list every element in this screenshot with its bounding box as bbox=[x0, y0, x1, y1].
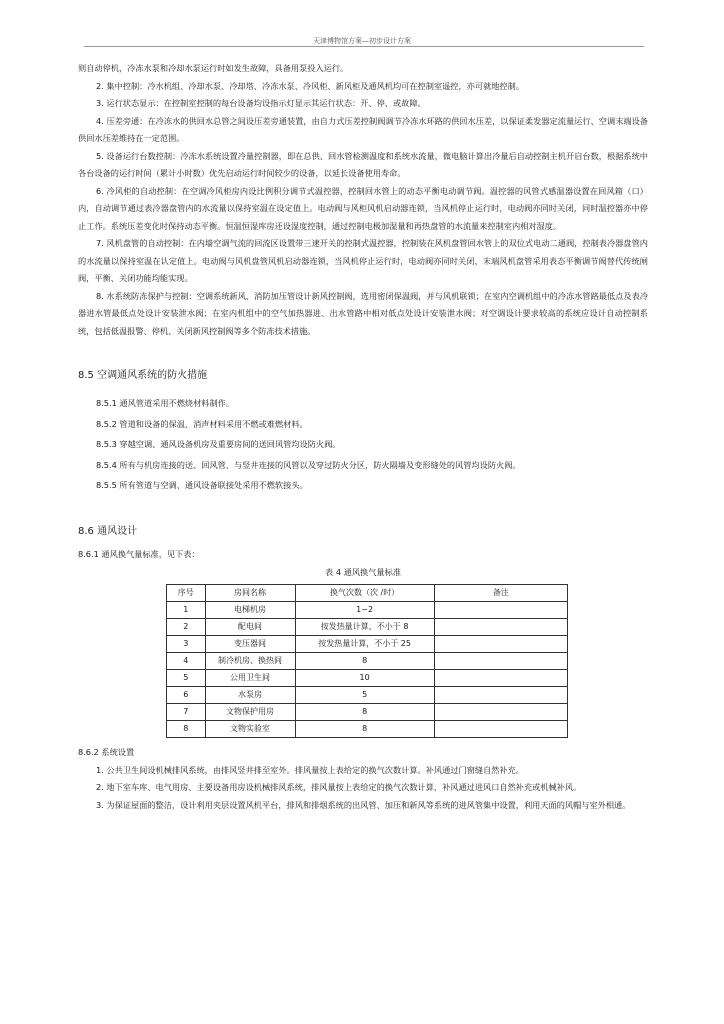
table-row bbox=[167, 601, 568, 618]
cell-air-changes: 8 bbox=[295, 652, 434, 669]
cell-remarks bbox=[434, 652, 567, 669]
table-row bbox=[167, 635, 568, 652]
system-item-2: 2. 地下室车库、电气用房、主要设备用房设机械排风系统，排风量按上表给定的换气次数计算，补风通过进风口自然补充或机械补风。 bbox=[96, 782, 582, 792]
cell-remarks bbox=[434, 618, 567, 635]
cell-room: 电梯机房 bbox=[205, 601, 295, 618]
control-item-4: 4. 压差旁通：在冷冻水的供回水总管之间设压差旁通装置，由自力式压差控制阀调节冷冻水环路的供回水压差，以保证柔发器定流量运行、空调末端设备供回水压差维持在一定范围。 bbox=[78, 115, 648, 143]
fire-protection-section bbox=[78, 368, 648, 496]
continuation-paragraph: 则自动停机，冷冻水泵和冷却水泵运行时如发生故障，具备用泵投入运行。 bbox=[78, 63, 349, 73]
table-row bbox=[167, 686, 568, 703]
cell-seq: 3 bbox=[167, 635, 206, 652]
header-remarks: 备注 bbox=[434, 584, 567, 601]
system-item-1: 1. 公共卫生间设机械排风系统，由排风竖井排至室外。排风量按上表给定的换气次数计算。补风通过门窗缝自然补充。 bbox=[96, 764, 524, 775]
fire-item-1: 8.5.1 通风管道采用不燃烧材料制作。 bbox=[96, 398, 235, 408]
control-item-2: 2. 集中控制：冷水机组、冷却水泵、冷却塔、冷冻水泵、冷风柜、新风柜及通风机均可在控制室遥控，亦可就地控制。 bbox=[96, 80, 524, 91]
control-item-3: 3. 运行状态显示：在控制室控制的每台设备均设指示灯显示其运行状态：开、停、或故障。 bbox=[96, 98, 426, 108]
table-header-row bbox=[167, 584, 568, 601]
ventilation-table bbox=[166, 584, 568, 738]
cell-room: 水泵房 bbox=[205, 686, 295, 703]
ventilation-section bbox=[78, 524, 648, 815]
cell-remarks bbox=[434, 635, 567, 652]
header-divider bbox=[84, 46, 644, 47]
cell-air-changes: 8 bbox=[295, 720, 434, 737]
cell-air-changes: 5 bbox=[295, 686, 434, 703]
cell-room: 变压器间 bbox=[205, 635, 295, 652]
fire-item-4: 8.5.4 所有与机房连接的送、回风管、与竖井连接的风管以及穿过防火分区，防火隔墙及变形缝处的风管均设防火阀。 bbox=[96, 459, 521, 470]
page-header: 天津博物馆方案—初步设计方案 bbox=[313, 37, 411, 45]
cell-seq: 1 bbox=[167, 601, 206, 618]
cell-air-changes: 按发热量计算，不小于 8 bbox=[295, 618, 434, 635]
cell-remarks bbox=[434, 720, 567, 737]
cell-seq: 7 bbox=[167, 703, 206, 720]
cell-room: 配电间 bbox=[205, 618, 295, 635]
cell-remarks bbox=[434, 601, 567, 618]
control-section bbox=[78, 60, 648, 340]
cell-seq: 8 bbox=[167, 720, 206, 737]
table-row bbox=[167, 618, 568, 635]
document-body bbox=[78, 60, 648, 814]
table-caption: 表 4 通风换气量标准 bbox=[325, 566, 401, 577]
header-seq: 序号 bbox=[167, 584, 206, 601]
cell-seq: 2 bbox=[167, 618, 206, 635]
cell-remarks bbox=[434, 669, 567, 686]
cell-air-changes: 8 bbox=[295, 703, 434, 720]
header-air-changes: 换气次数（次 /时） bbox=[295, 584, 434, 601]
system-item-3: 3. 为保证屋面的整洁，设计利用夹层设置风机平台，排风和排烟系统的出风管、加压和新风等系统的进风管集中设置，利用天面的风帽与室外相通。 bbox=[96, 799, 631, 810]
table-row bbox=[167, 720, 568, 737]
cell-air-changes: 按发热量计算，不小于 25 bbox=[295, 635, 434, 652]
cell-room: 制冷机房、换热间 bbox=[205, 652, 295, 669]
table-row bbox=[167, 703, 568, 720]
cell-room: 文物保护用房 bbox=[205, 703, 295, 720]
cell-room: 公用卫生间 bbox=[205, 669, 295, 686]
cell-air-changes: 1~2 bbox=[295, 601, 434, 618]
cell-seq: 6 bbox=[167, 686, 206, 703]
control-item-8: 8. 水系统防冻保护与控制：空调系统新风、消防加压管设计新风控制阀，选用密闭保温阀，并与风机联锁；在室内空调机组中的冷冻水管路最低点及表冷器进水管最低点处设计安装泄水阀；在室内机组中的空气加热器进、出水管路中相对低点处设计安装泄水阀；对空调设计要求较高的系统应设计自动控制系统，包括低温报警、停机、关闭新风控制阀等多个防冻技术措施。 bbox=[78, 290, 648, 336]
cell-seq: 5 bbox=[167, 669, 206, 686]
control-item-6: 6. 冷风柜的自动控制：在空调冷风柜房内设比例积分调节式温控器，控制回水管上的动态平衡电动调节阀。温控器的风管式感温器设置在回风箱（口）内，自动调节通过表冷器盘管内的水流量以保持室温在设定值上。电动阀与风柜风机启动器连锁，当风机停止运行时，电动阀亦同时关闭，同时温控器亦中停止工作。系统压差变化时保持动态平衡。恒温恒湿库房还设湿度控制，通过控制电极加湿量和再热盘管的水流量来控制室内相对湿度。 bbox=[78, 185, 648, 231]
cell-air-changes: 10 bbox=[295, 669, 434, 686]
subsection-8-6-2-title: 8.6.2 系统设置 bbox=[78, 746, 135, 757]
control-item-7: 7. 风机盘管的自动控制：在内墙空调气流的回流区设置带三速开关的控制式温控器，控制装在风机盘管回水管上的双位式电动二通阀，控制表冷器盘管内的水流量以保持室温在认定值上。电动阀与风机盘管风机启动器连锁，当风机停止运行时，电动阀亦同时关闭，末端风机盘管采用表态平衡调节阀替代传统闸阀，平衡、关闭功能均能实现。 bbox=[78, 238, 648, 283]
cell-remarks bbox=[434, 703, 567, 720]
cell-seq: 4 bbox=[167, 652, 206, 669]
header-room: 房间名称 bbox=[205, 584, 295, 601]
table-row bbox=[167, 652, 568, 669]
table-row bbox=[167, 669, 568, 686]
section-8-5-title: 8.5 空调通风系统的防火措施 bbox=[78, 370, 208, 381]
section-8-6-title: 8.6 通风设计 bbox=[78, 525, 138, 537]
control-item-5: 5. 设备运行台数控制：冷冻水系统设置冷量控制器，即在总供、回水管检测温度和系统水流量，微电脑计算出冷量后自动控制主机开启台数，根据系统中各台设备的运行时间（累计小时数）优先启动运行时间较少的设备，以延长设备使用寿命。 bbox=[78, 150, 648, 178]
fire-item-3: 8.5.3 穿越空调、通风设备机房及重要房间的送回风管均设防火阀。 bbox=[96, 439, 341, 449]
fire-item-5: 8.5.5 所有管道与空调、通风设备联接处采用不燃软接头。 bbox=[96, 480, 308, 490]
fire-item-2: 8.5.2 管道和设备的保温、消声材料采用不燃或难燃材料。 bbox=[96, 418, 308, 429]
cell-remarks bbox=[434, 686, 567, 703]
cell-room: 文物实验室 bbox=[205, 720, 295, 737]
subsection-8-6-1-title: 8.6.1 通风换气量标准，见下表： bbox=[78, 548, 200, 559]
